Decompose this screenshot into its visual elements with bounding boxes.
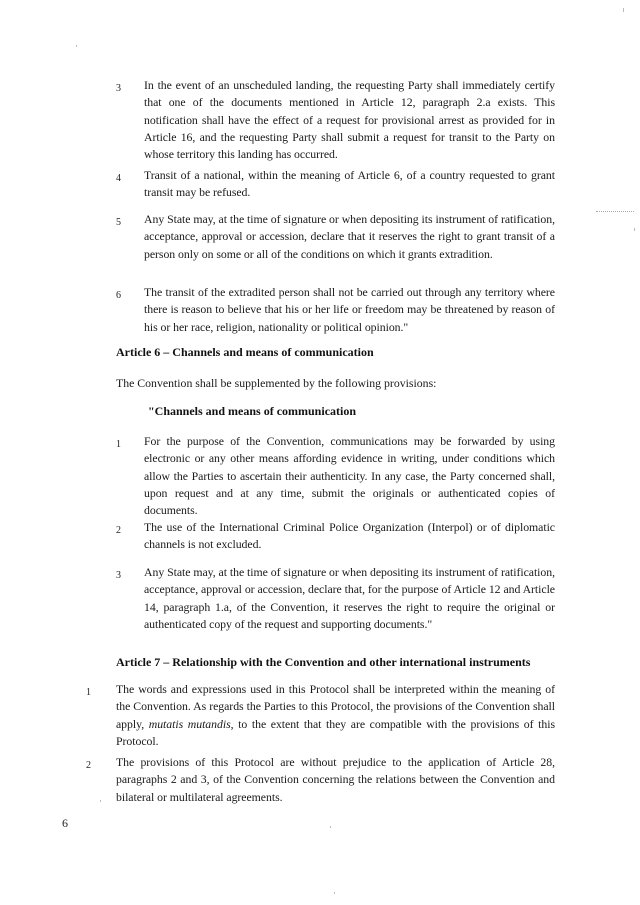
paragraph-text: In the event of an unscheduled landing, the requesting Party shall immediately certify that one of the documents mentioned in Article 12, paragraph 2.a exists. This notification shall have the effect of a request for provisional arrest as provided for in Article 16, and the requesting Party shall submit a request for transit to the Party on whose territory this landing has occurred. [144, 78, 555, 162]
paragraph-text [116, 681, 555, 750]
scan-mark [634, 228, 635, 231]
paragraph-number: 2 [86, 760, 91, 771]
paragraph-text-part: The words and expressions used in this Protocol shall be interpreted within the meaning of the Convention. As regards the Parties to this Protocol, the provisions of the Convention shall apply, [116, 682, 555, 731]
paragraph-number: 4 [116, 173, 121, 184]
intro-text: The Convention shall be supplemented by the following provisions: [116, 376, 437, 390]
sub-heading: "Channels and means of communication [148, 404, 357, 418]
article-heading: Article 7 – Relationship with the Convention and other international instruments [116, 655, 531, 669]
paragraph-number: 1 [86, 687, 91, 698]
paragraph-text: Any State may, at the time of signature or when depositing its instrument of ratification, acceptance, approval or accession, declare that, for the purpose of Article 12 and Article 14, paragraph 1.a, of the Convention, it reserves the right to require the original or authenticated copy of the request and supporting documents." [144, 565, 555, 631]
page-number: 6 [62, 816, 68, 830]
article-heading: Article 6 – Channels and means of communication [116, 345, 374, 359]
paragraph-number: 1 [116, 439, 121, 450]
paragraph-text: Any State may, at the time of signature or when depositing its instrument of ratification, acceptance, approval or accession, declare that it reserves the right to grant transit of a person only on some or all of the conditions on which it grants extradition. [144, 212, 555, 261]
scan-mark [330, 826, 331, 828]
paragraph-text-part: , to the extent that they are compatible with the provisions of this Protocol. [116, 716, 555, 748]
scan-mark [100, 800, 101, 802]
paragraph-text: The transit of the extradited person shall not be carried out through any territory where there is reason to believe that his or her life or freedom may be threatened by reason of his or her race, religion, nationality or political opinion." [144, 285, 555, 334]
paragraph-number: 6 [116, 290, 121, 301]
paragraph-number: 5 [116, 217, 121, 228]
paragraph-text: For the purpose of the Convention, communications may be forwarded by using electronic or any other means affording evidence in writing, under conditions which allow the Parties to ascertain their authenticity. In any case, the Party concerned shall, upon request and at any time, submit the originals or authenticated copies of documents. [144, 434, 555, 518]
paragraph-number: 3 [116, 570, 121, 581]
paragraph-number: 2 [116, 525, 121, 536]
paragraph-text: The provisions of this Protocol are without prejudice to the application of Article 28, paragraphs 2 and 3, of the Convention concerning the relations between the Convention and bilateral or multilateral agreements. [116, 755, 555, 804]
scan-mark [334, 892, 335, 894]
latin-phrase: mutatis mutandis [148, 716, 231, 731]
scan-mark [76, 45, 77, 47]
paragraph-text: Transit of a national, within the meaning of Article 6, of a country requested to grant transit may be refused. [144, 168, 555, 200]
scan-dotted-line [596, 211, 634, 212]
paragraph-number: 3 [116, 83, 121, 94]
paragraph-text: The use of the International Criminal Police Organization (Interpol) or of diplomatic channels is not excluded. [144, 520, 555, 552]
scan-mark [623, 8, 624, 12]
